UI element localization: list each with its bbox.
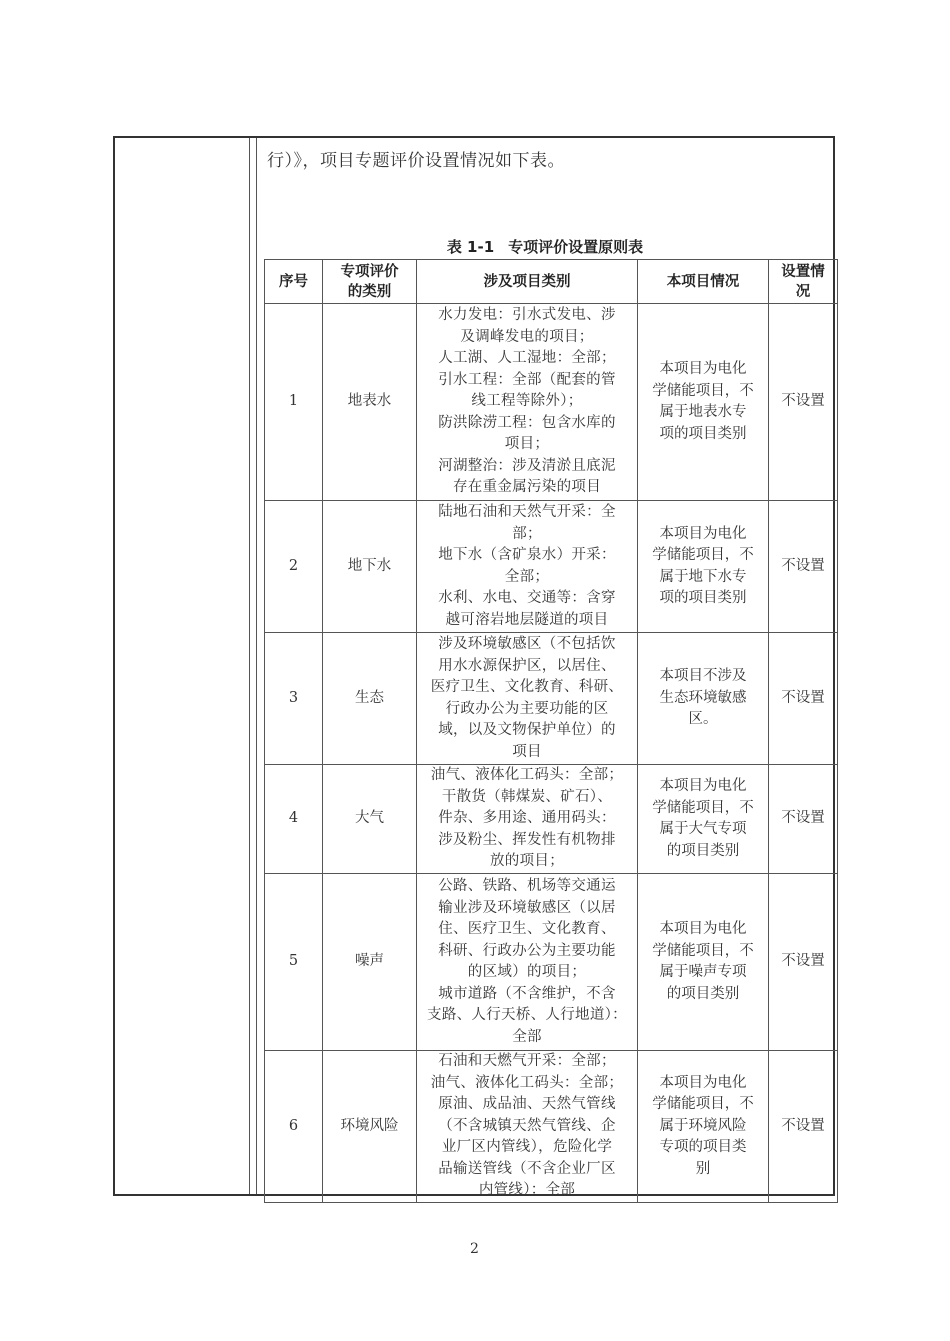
text-line: 陆地石油和天然气开采：全 [438,504,616,520]
table-row [265,304,838,501]
text-line: 及调峰发电的项目； [460,328,594,345]
text-line: 城市道路（不含维护，不含 [438,985,616,1002]
intro-paragraph: 行）》，项目专题评价设置情况如下表。 [267,151,565,171]
text-line: 学储能项目，不 [652,547,754,563]
text-line: 本项目为电化 [659,361,747,377]
special-assessment-table [264,259,838,1203]
text-line: 输业涉及环境敏感区（以居 [438,899,616,916]
text-line: 专项评价 [340,263,399,280]
cell-seq: 2 [265,501,323,633]
cell-category: 地下水 [323,501,417,633]
text-line: 学储能项目，不 [652,382,754,399]
text-line: 本项目为电化 [659,525,747,542]
text-line: 内管线）：全部 [478,1182,576,1199]
cell-project-types [417,633,638,765]
text-line: 的区域）的项目； [467,964,587,980]
text-line: 本项目为电化 [659,1074,747,1091]
text-line: 河湖整治：涉及清淤且底泥 [438,457,616,474]
text-line: 公路、铁路、机场等交通运 [438,878,616,894]
text-line: 石油和天燃气开采：全部； [438,1053,616,1070]
text-line: 医疗卫生、文化教育、科研、 [430,679,624,695]
text-line: 业厂区内管线），危险化学 [441,1139,613,1156]
cell-this-project [638,501,769,633]
cell-setting: 不设置 [769,874,838,1051]
text-line: 线工程等除外）； [471,393,583,410]
table-row [265,1051,838,1203]
header-seq [265,260,323,304]
text-line: 水利、水电、交通等：含穿 [438,590,616,606]
text-line: 序号 [279,273,308,290]
text-line: 防洪除涝工程：包含水库的 [438,414,616,431]
text-line: 越可溶岩地层隧道的项目 [445,611,609,628]
cell-category: 大气 [323,765,417,874]
cell-category: 地表水 [323,304,417,501]
text-line: 属于环境风险 [659,1117,747,1134]
cell-project-types [417,1051,638,1203]
table-caption-number: 表 1-1 [446,238,495,256]
text-line: 本项目为电化 [659,778,747,794]
text-line: 支路、人行天桥、人行地道）： [427,1007,627,1023]
text-line: 干散货（韩煤炭、矿石）、 [441,788,613,805]
header-category [323,260,417,304]
text-line: 学储能项目，不 [652,942,754,959]
page-number: 2 [470,1241,479,1257]
text-line: 行政办公为主要功能的区 [445,700,609,717]
table-row [265,633,838,765]
cell-project-types [417,874,638,1051]
text-line: 地下水（含矿泉水）开采： [438,547,616,563]
text-line: 放的项目； [490,853,564,870]
text-line: 项目 [512,743,542,760]
text-line: 学储能项目，不 [652,799,754,816]
text-line: 项的项目类别 [659,590,747,606]
cell-project-types [417,765,638,874]
cell-this-project [638,765,769,874]
cell-seq: 5 [265,874,323,1051]
text-line: 涉及环境敏感区（不包括饮 [438,636,616,652]
header-project-types [417,260,638,304]
text-line: 属于地下水专 [659,568,747,585]
text-line: 存在重金属污染的项目 [453,479,601,496]
cell-this-project [638,304,769,501]
cell-seq: 6 [265,1051,323,1203]
left-label-column [115,138,250,1194]
text-line: 本项目情况 [666,273,740,290]
text-line: 属于大气专项 [659,821,747,837]
header-this-project [638,260,769,304]
cell-this-project [638,1051,769,1203]
text-line: 油气、液体化工码头：全部； [430,767,624,784]
table-header-row [265,260,838,304]
cell-this-project [638,874,769,1051]
cell-category: 环境风险 [323,1051,417,1203]
text-line: 涉及项目类别 [483,273,571,290]
cell-setting: 不设置 [769,304,838,501]
cell-setting: 不设置 [769,633,838,765]
text-line: 油气、液体化工码头：全部； [430,1074,624,1091]
text-line: 科研、行政办公为主要功能 [438,942,616,959]
cell-project-types [417,501,638,633]
text-line: 部； [512,525,542,542]
text-line: 的类别 [347,283,392,300]
cell-setting: 不设置 [769,1051,838,1203]
cell-seq: 4 [265,765,323,874]
text-line: 学储能项目，不 [652,1096,754,1113]
text-line: 别 [695,1160,711,1177]
document-frame [113,136,835,1199]
table-row [265,501,838,633]
cell-seq: 3 [265,633,323,765]
text-line: 品输送管线（不含企业厂区 [438,1160,616,1177]
text-line: 项目； [504,436,550,453]
text-line: 设置情 [781,263,825,280]
text-line: 属于地表水专 [659,404,747,420]
cell-project-types [417,304,638,501]
cell-setting: 不设置 [769,501,838,633]
text-line: 域，以及文物保护单位）的 [438,722,616,738]
cell-setting: 不设置 [769,765,838,874]
cell-this-project [638,633,769,765]
text-line: 住、医疗卫生、文化教育、 [438,921,616,937]
text-line: 专项的项目类 [659,1139,747,1156]
cell-category: 噪声 [323,874,417,1051]
text-line: 用水水源保护区，以居住、 [438,657,616,674]
text-line: 的项目类别 [666,842,740,859]
cell-category: 生态 [323,633,417,765]
header-setting [769,260,838,304]
text-line: 涉及粉尘、挥发性有机物排 [438,831,616,848]
text-line: 属于噪声专项 [659,964,747,980]
text-line: 项的项目类别 [659,425,747,442]
table-row [265,765,838,874]
text-line: 人工湖、人工湿地：全部； [438,350,616,367]
text-line: （不含城镇天然气管线、企 [438,1117,616,1134]
table-row [265,874,838,1051]
text-line: 全部； [504,568,550,585]
text-line: 引水工程：全部（配套的管 [438,371,616,388]
text-line: 生态环境敏感 [659,689,747,706]
text-line: 的项目类别 [666,985,740,1002]
text-line: 区。 [688,711,718,728]
text-line: 水力发电：引水式发电、涉 [438,307,616,324]
text-line: 本项目不涉及 [659,668,747,685]
content-column [256,138,833,1199]
text-line: 况 [795,283,811,300]
text-line: 本项目为电化 [659,921,747,937]
text-line: 原油、成品油、天然气管线 [438,1096,616,1113]
text-line: 全部 [512,1028,542,1045]
cell-seq: 1 [265,304,323,501]
text-line: 件杂、多用途、通用码头： [438,810,616,827]
table-caption [257,236,833,257]
table-caption-title: 专项评价设置原则表 [508,238,644,256]
